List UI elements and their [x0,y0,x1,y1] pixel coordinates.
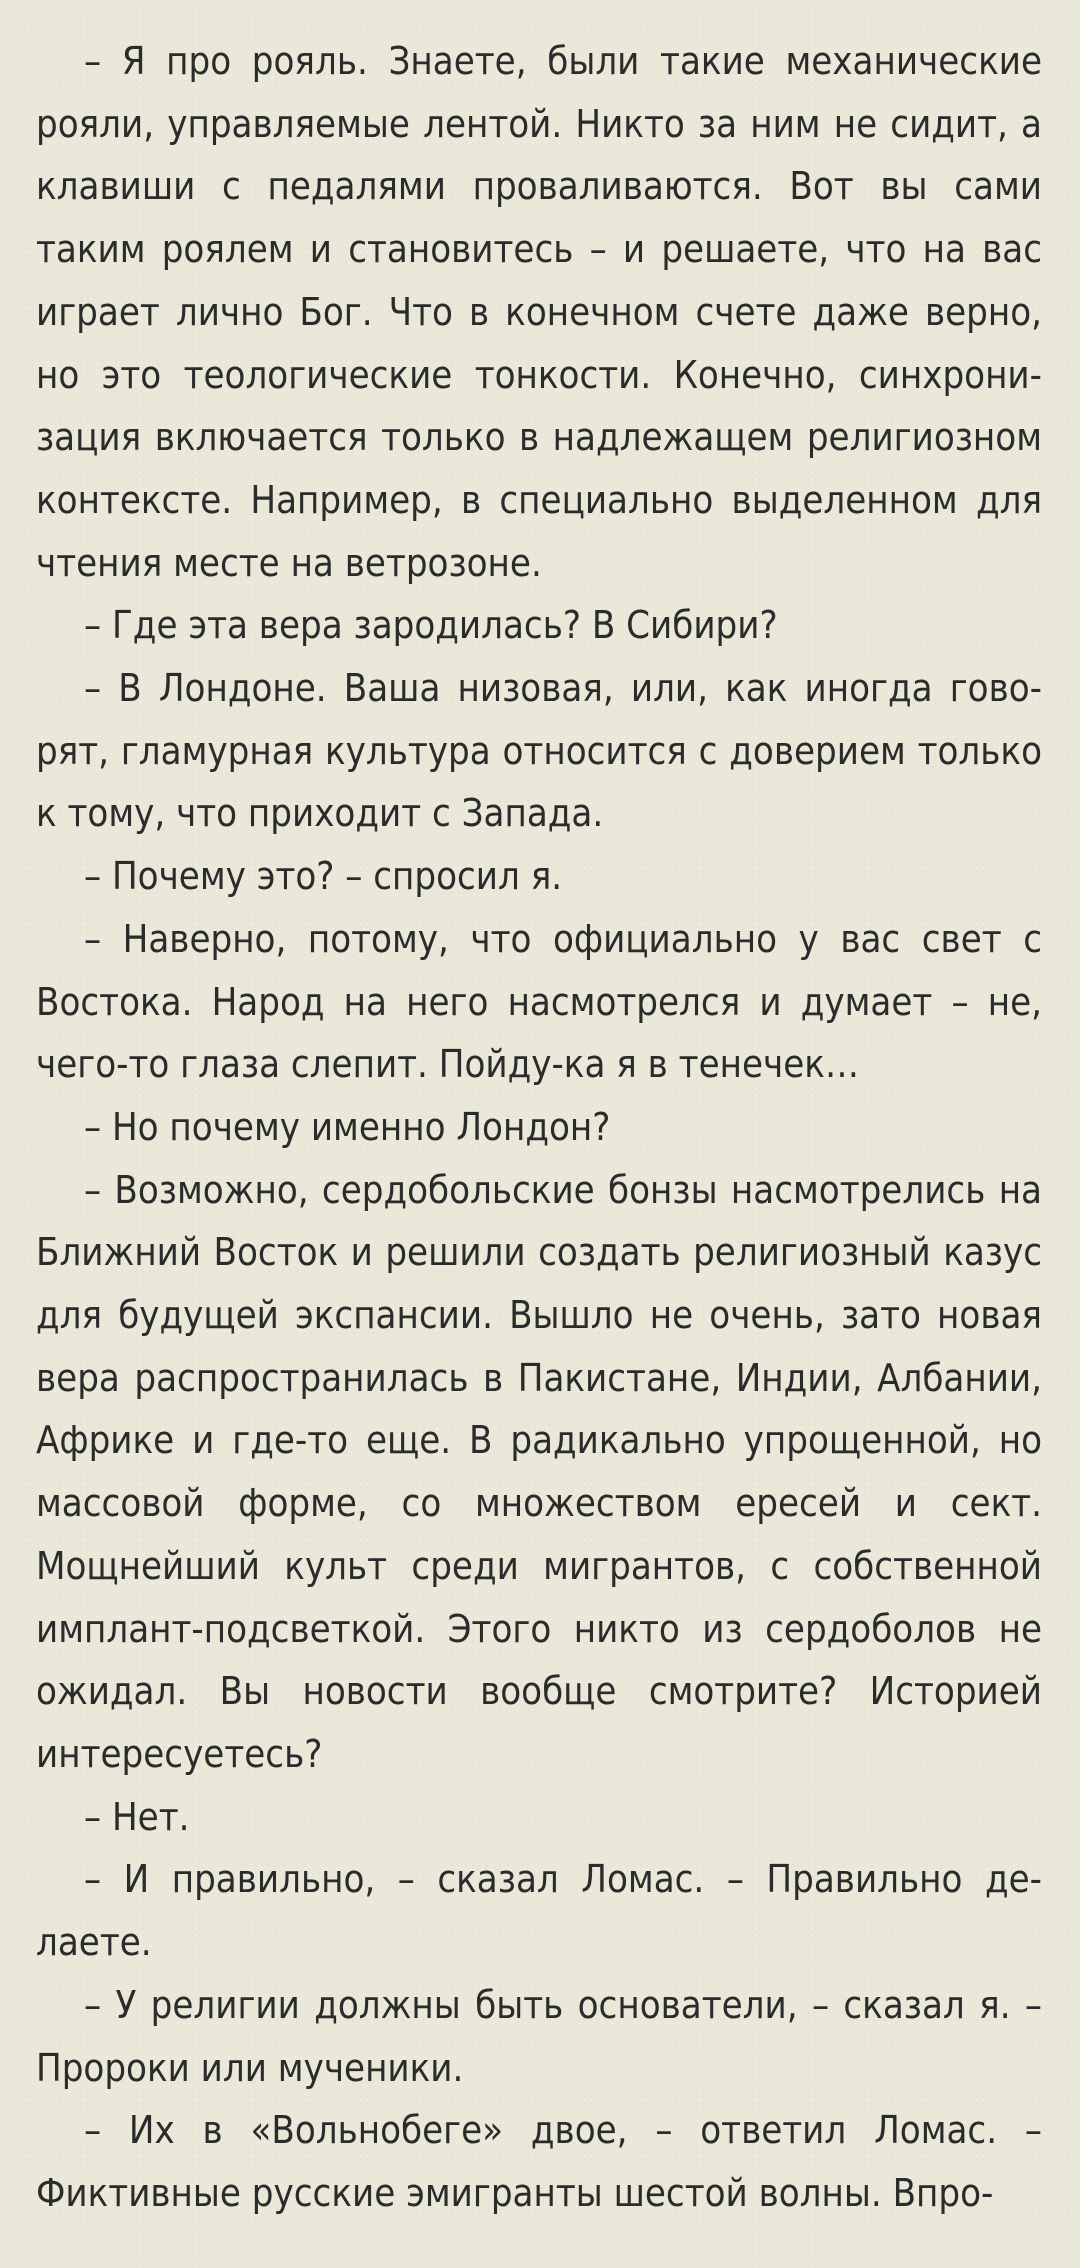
paragraph: – Но почему именно Лондон? [84,1104,611,1149]
book-text [36,30,1042,2225]
paragraph: – И правильно, – сказал Ломас. – Правильно делаете. [36,1857,1042,1965]
paragraph: – Возможно, сердобольские бонзы насмотрелись на Ближний Восток и решили создать религиозный казус для будущей экспансии. Вышло не очень, зато новая вера распространилась в Пакистане, Индии, Албании, Африке и где-то еще. В радикально упрощенной, но массовой форме, со множеством ересей и сект. Мощнейший культ среди мигрантов, с собственной имплант-подсветкой. Этого никто из сердоболов не ожидал. Вы новости вообще смотрите? Историей интересуетесь? [36,1167,1042,1776]
paragraph: – В Лондоне. Ваша низовая, или, как иногда говорят, гламурная культура относится с доверием только к тому, что приходит с Запада. [36,666,1042,836]
paragraph: – Почему это? – спросил я. [84,854,563,899]
paragraph: – Нет. [84,1794,190,1839]
paragraph: – Их в «Вольнобеге» двое, – ответил Ломас. – Фиктивные русские эмигранты шестой волны. Впро- [36,2108,1042,2215]
paragraph: – Где эта вера зародилась? В Сибири? [84,603,778,648]
paragraph: – Я про рояль. Знаете, были такие механические рояли, управляемые лентой. Никто за ним не сидит, а клавиши с педалями проваливаются. Вот вы сами таким роялем и становитесь – и решаете, что на вас играет лично Бог. Что в конечном счете даже верно, но это теологические тонкости. Конечно, синхронизация включается только в надлежащем религиозном контексте. Например, в специально выделенном для чтения месте на ветрозоне. [36,39,1042,585]
paragraph: – Наверно, потому, что официально у вас свет с Востока. Народ на него насмотрелся и думает – не, чего-то глаза слепит. Пойду-ка я в тенечек… [36,916,1042,1087]
paragraph: – У религии должны быть основатели, – сказал я. – Пророки или мученики. [36,1982,1042,2090]
